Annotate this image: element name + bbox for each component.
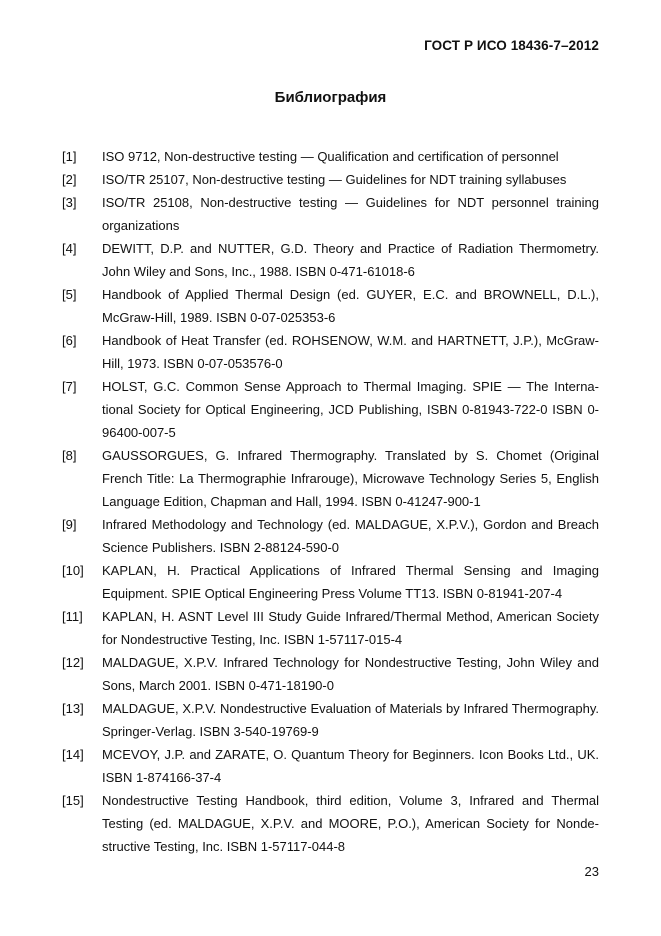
reference-text: Infrared Methodology and Technology (ed. MALDAGUE, X.P.V.), Gordon and Breach Science Publishers. ISBN 2-88124-590-0 (102, 517, 599, 555)
reference-number: [3] (62, 195, 77, 210)
reference-item (62, 513, 599, 559)
page-title: Библиография (274, 89, 387, 106)
reference-number: [6] (62, 333, 77, 348)
reference-text: HOLST, G.C. Common Sense Approach to Thermal Imaging. SPIE — The International Society for Optical Engineering, JCD Publishing, ISBN 0-81943-722-0 ISBN 0-96400-007-5 (102, 379, 599, 440)
reference-number: [9] (62, 517, 77, 532)
reference-text: GAUSSORGUES, G. Infrared Thermography. Translated by S. Chomet (Original French Title: La Thermographie Infrarouge), Microwave Technology Series 5, English Language Edition, Chapman and Hall, 1994. ISBN 0-41247-900-1 (102, 448, 599, 509)
reference-text: KAPLAN, H. Practical Applications of Infrared Thermal Sensing and Imaging Equipment. SPIE Optical Engineering Press Volume TT13. ISBN 0-81941-207-4 (102, 563, 599, 601)
reference-number: [8] (62, 448, 77, 463)
reference-item (62, 145, 599, 168)
reference-text: Handbook of Applied Thermal Design (ed. GUYER, E.C. and BROWNELL, D.L.), McGraw-Hill, 1989. ISBN 0-07-025353-6 (102, 287, 599, 325)
reference-item (62, 237, 599, 283)
reference-number: [11] (62, 609, 83, 624)
reference-item (62, 743, 599, 789)
reference-text: KAPLAN, H. ASNT Level III Study Guide Infrared/Thermal Method, American Society for Nondestructive Testing, Inc. ISBN 1-57117-015-4 (102, 609, 599, 647)
page-number: 23 (584, 864, 599, 879)
reference-number: [14] (62, 747, 84, 762)
reference-item (62, 283, 599, 329)
reference-text: ISO 9712, Non-destructive testing — Qualification and certification of personnel (102, 149, 559, 164)
reference-item (62, 375, 599, 444)
reference-number: [4] (62, 241, 77, 256)
reference-text: MALDAGUE, X.P.V. Nondestructive Evaluation of Materials by Infrared Thermography. Springer-Verlag. ISBN 3-540-19769-9 (102, 701, 599, 739)
reference-text: Nondestructive Testing Handbook, third edition, Volume 3, Infrared and Thermal Testing (ed. MALDAGUE, X.P.V. and MOORE, P.O.), American Society for Nondestructive Testing, Inc. ISBN 1-57117-044-8 (102, 793, 599, 854)
reference-text: Handbook of Heat Transfer (ed. ROHSENOW, W.M. and HARTNETT, J.P.), McGraw-Hill, 1973. ISBN 0-07-053576-0 (102, 333, 599, 371)
bibliography-list (62, 145, 599, 858)
reference-text: ISO/TR 25107, Non-destructive testing — Guidelines for NDT training syllabuses (102, 172, 567, 187)
reference-item (62, 697, 599, 743)
reference-text: MCEVOY, J.P. and ZARATE, O. Quantum Theory for Beginners. Icon Books Ltd., UK. ISBN 1-874166-37-4 (102, 747, 599, 785)
reference-number: [1] (62, 149, 77, 164)
reference-number: [7] (62, 379, 77, 394)
reference-number: [2] (62, 172, 77, 187)
reference-item (62, 651, 599, 697)
reference-number: [10] (62, 563, 84, 578)
reference-number: [12] (62, 655, 84, 670)
reference-number: [13] (62, 701, 84, 716)
reference-text: MALDAGUE, X.P.V. Infrared Technology for Nondestructive Testing, John Wiley and Sons, March 2001. ISBN 0-471-18190-0 (102, 655, 599, 693)
reference-item (62, 191, 599, 237)
reference-text: DEWITT, D.P. and NUTTER, G.D. Theory and Practice of Radiation Thermometry. John Wiley and Sons, Inc., 1988. ISBN 0-471-61018-6 (102, 241, 599, 279)
reference-number: [5] (62, 287, 77, 302)
reference-item (62, 789, 599, 858)
reference-text: ISO/TR 25108, Non-destructive testing — Guidelines for NDT personnel training organizations (102, 195, 599, 233)
reference-number: [15] (62, 793, 84, 808)
reference-item (62, 168, 599, 191)
reference-item (62, 444, 599, 513)
document-code: ГОСТ Р ИСО 18436-7–2012 (424, 38, 599, 53)
reference-item (62, 329, 599, 375)
reference-item (62, 559, 599, 605)
reference-item (62, 605, 599, 651)
